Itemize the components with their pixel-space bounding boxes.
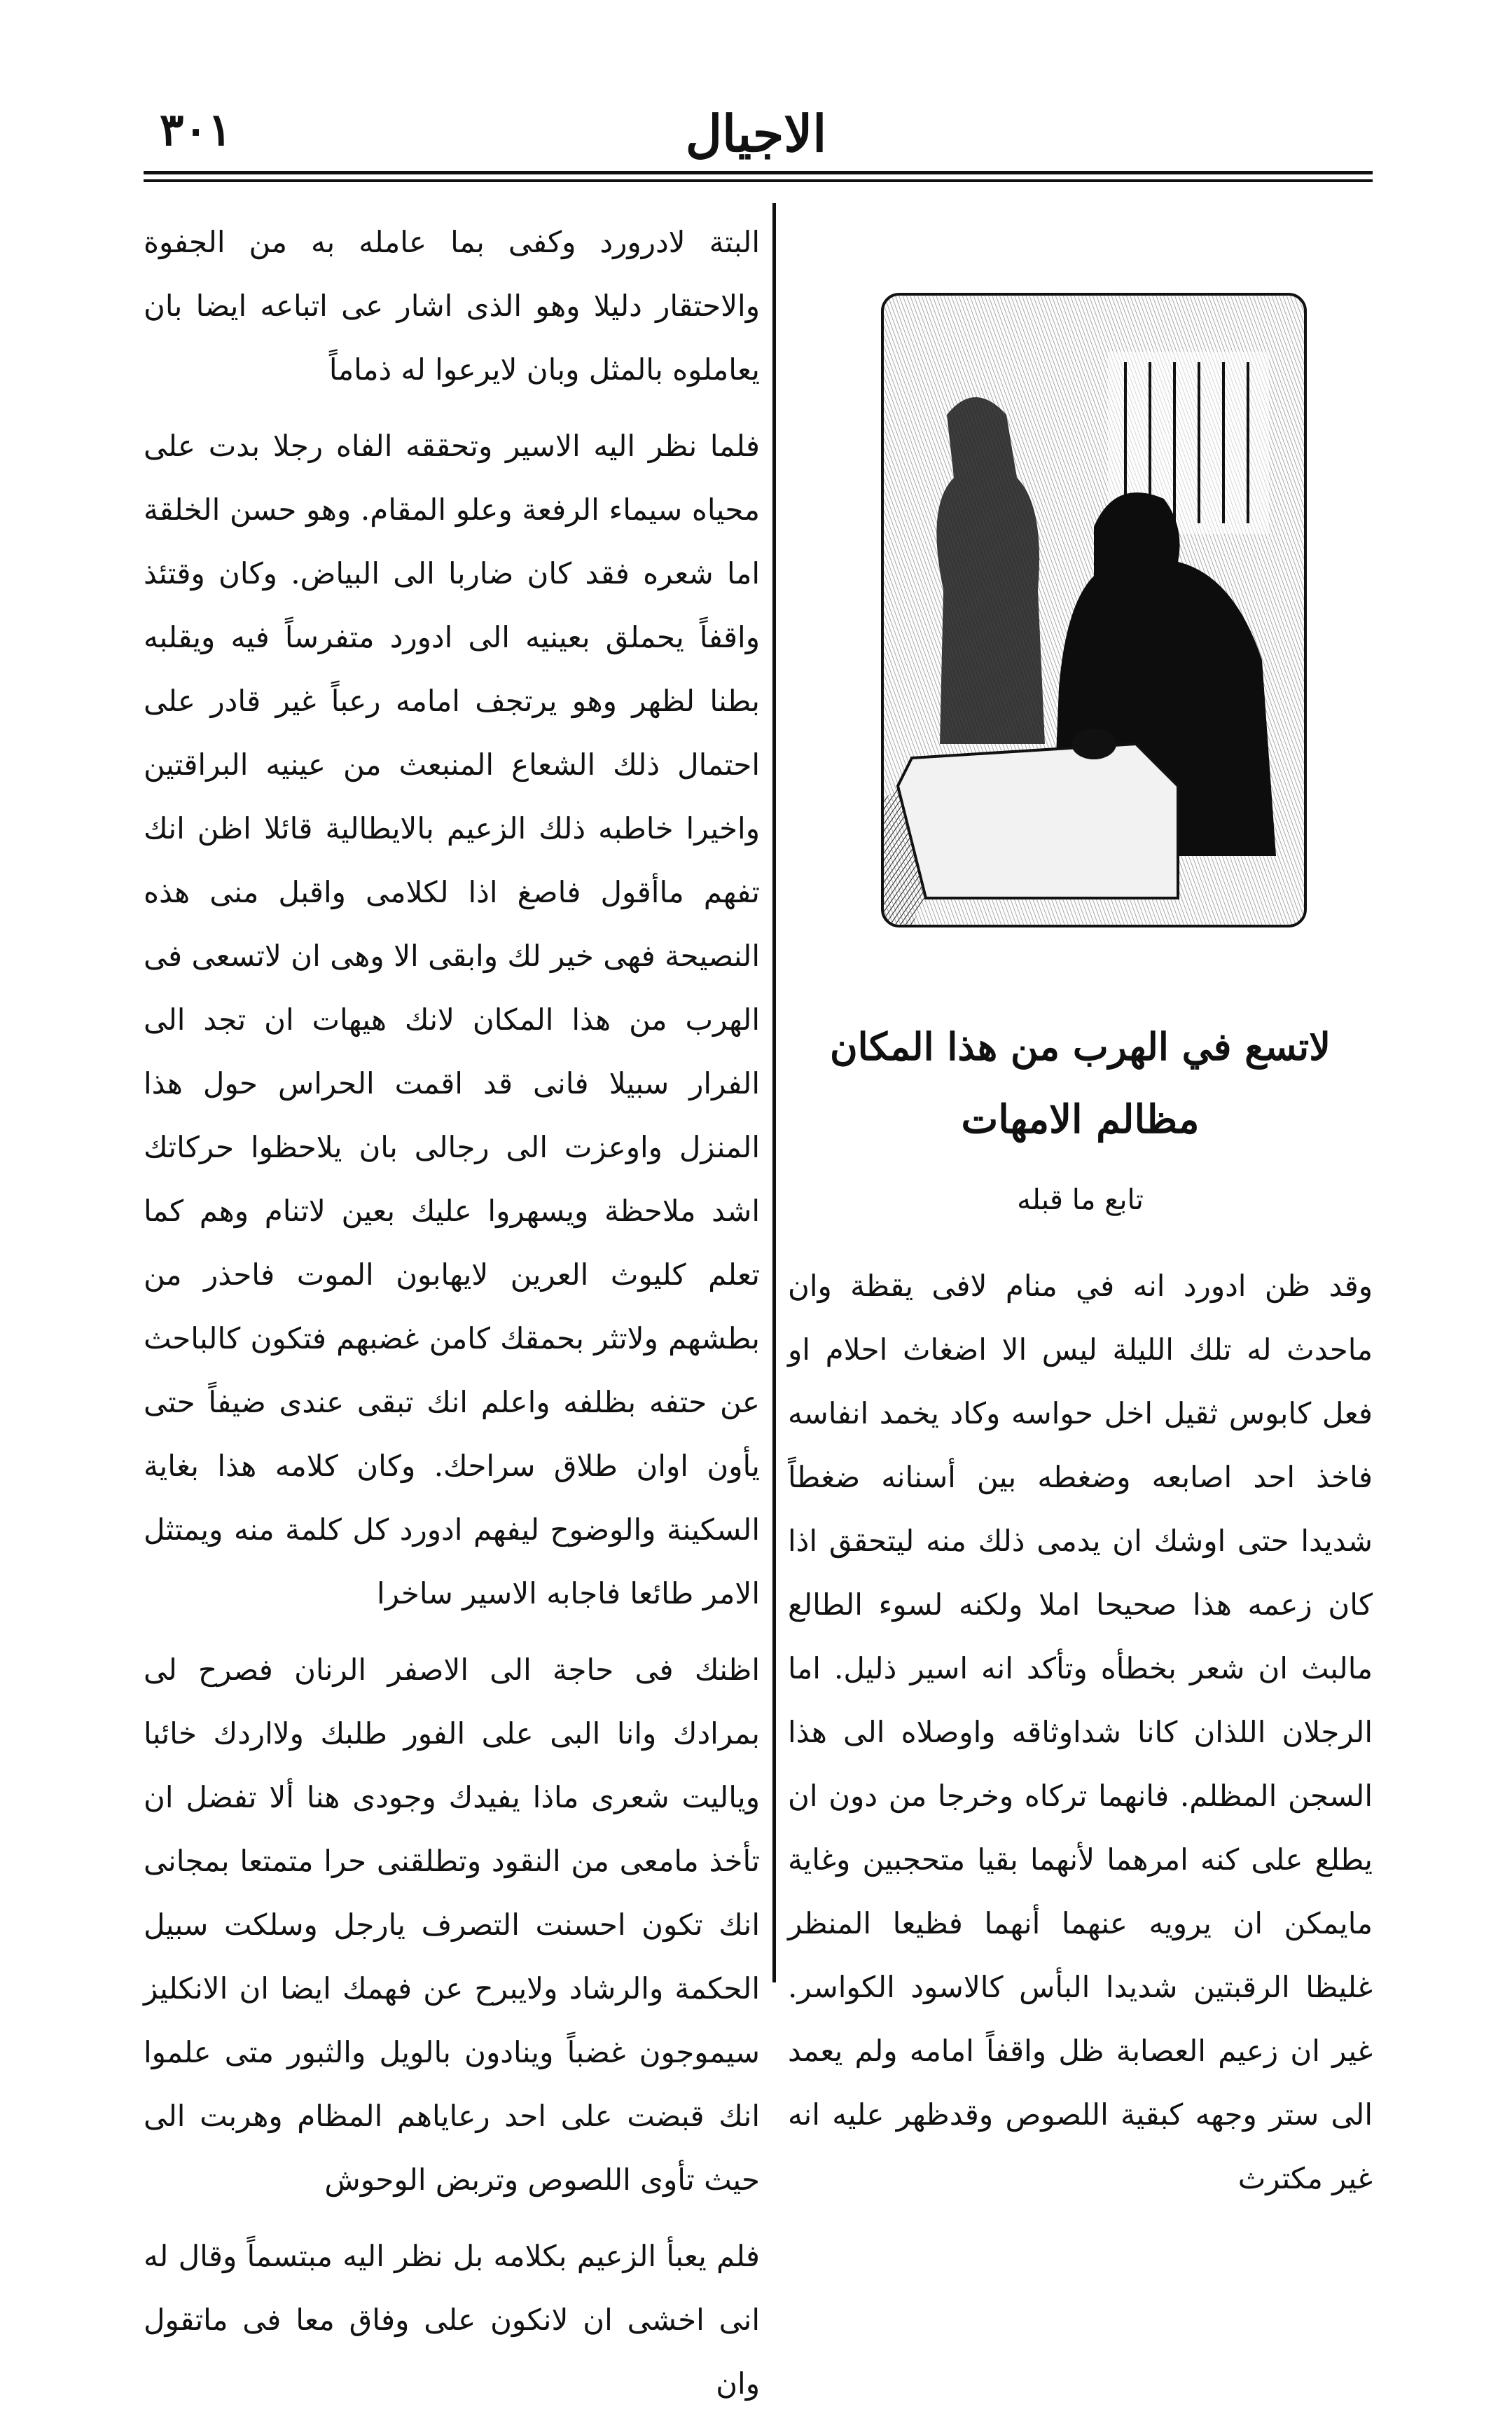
column-divider <box>772 203 776 1982</box>
left-column <box>144 210 760 2428</box>
right-paragraph-1: وقد ظن ادورد انه في منام لافى يقظة وان ماحدث له تلك الليلة ليس الا اضغاث احلام او فعل كابوس ثقيل اخل حواسه وكاد يخمد انفاسه فاخذ احد اصابعه وضغطه بين أسنانه ضغطاً شديدا حتى اوشك ان يدمى ذلك منه ليتحقق اذا كان زعمه هذا صحيحا املا ولكنه لسوء الطالع مالبث ان شعر بخطأه وتأكد انه اسير ذليل. اما الرجلان اللذان كانا شداوثاقه واوصلاه الى هذا السجن المظلم. فانهما تركاه وخرجا من دون ان يطلع على كنه امرهما لأنهما بقيا متحجبين وغاية مايمكن ان يرويه عنهما أنهما فظيعا المنظر غليظا الرقبتين شديدا البأس كالاسود الكواسر. غير ان زعيم العصابة ظل واقفاً امامه ولم يعمد الى ستر وجهه كبقية اللصوص وقدظهر عليه انه غير مكترث <box>788 1269 1373 2195</box>
left-paragraph-2: فلما نظر اليه الاسير وتحققه الفاه رجلا بدت على محياه سيماء الرفعة وعلو المقام. وهو حسن الخلقة اما شعره فقد كان ضاربا الى البياض. وكان وقتئذ واقفاً يحملق بعينيه الى ادورد متفرساً فيه ويقلبه بطنا لظهر وهو يرتجف امامه رعباً غير قادر على احتمال ذلك الشعاع المنبعث من عينيه البراقتين واخيرا خاطبه ذلك الزعيم بالايطالية قائلا اظن انك تفهم ماأقول فاصغ اذا لكلامى واقبل منى هذه النصيحة فهى خير لك وابقى الا وهى ان لاتسعى فى الهرب من هذا المكان لانك هيهات ان تجد الى الفرار سبيلا فانى قد اقمت الحراس حول هذا المنزل واوعزت الى رجالى بان يلاحظوا حركاتك اشد ملاحظة ويسهروا عليك بعين لاتنام وهم كما تعلم كليوث العرين لايهابون الموت فاحذر من بطشهم ولاتثر بحمقك كامن غضبهم فتكون كالباحث عن حتفه بظلفه واعلم انك تبقى عندى ضيفاً حتى يأون اوان طلاق سراحك. وكان كلامه هذا بغاية السكينة والوضوح ليفهم ادورد كل كلمة منه ويمتثل الامر طائعا فاجابه الاسير ساخرا <box>144 429 760 1610</box>
header-rule-bottom <box>144 179 1373 182</box>
article-title: مظالم الامهات <box>961 1096 1200 1143</box>
left-paragraph-3: اظنك فى حاجة الى الاصفر الرنان فصرح لى بمرادك وانا البى على الفور طلبك ولااردك خائبا وياليت شعرى ماذا يفيدك وجودى هنا ألا تفضل ان تأخذ مامعى من النقود وتطلقنى حرا متمتعا بمجانى انك تكون احسنت التصرف يارجل وسلكت سبيل الحكمة والرشاد ولايبرح عن فهمك ايضا ان الانكليز سيموجون غضباً وينادون بالويل والثبور متى علموا انك قبضت على احد رعاياهم المظام وهربت الى حيث تأوى اللصوص وتربض الوحوش <box>144 1653 760 2197</box>
header-rule-top <box>144 171 1373 174</box>
left-paragraph-4: فلم يعبأ الزعيم بكلامه بل نظر اليه مبتسماً وقال له انى اخشى ان لانكون على وفاق معا فى ماتقول وان <box>144 2239 760 2401</box>
journal-title: الاجيال <box>685 104 827 163</box>
right-column <box>788 1254 1373 2223</box>
engraving-illustration <box>881 293 1307 927</box>
engraving-scene <box>884 296 1304 925</box>
left-paragraph-1: البتة لادرورد وكفى بما عامله به من الجفوة والاحتقار دليلا وهو الذى اشار عى اتباعه ايضا بان يعاملوه بالمثل وبان لايرعوا له ذماماً <box>144 225 760 387</box>
illustration-caption: لاتسع في الهرب من هذا المكان <box>830 1024 1331 1069</box>
article-subtitle: تابع ما قبله <box>1017 1184 1144 1216</box>
page-number: ٣٠١ <box>160 104 233 156</box>
